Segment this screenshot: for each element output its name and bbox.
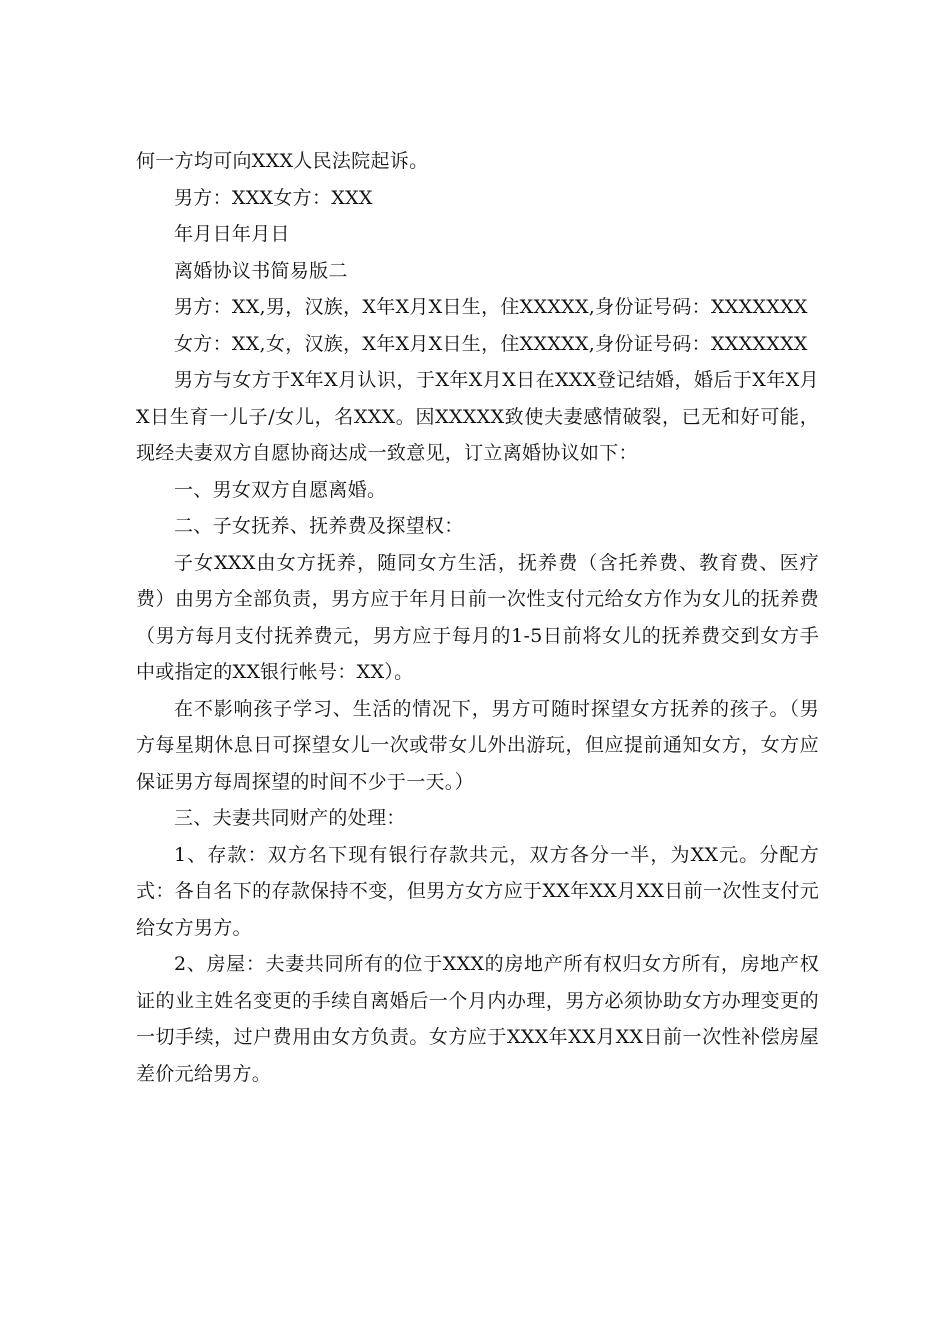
clause-heading-1: 一、男女双方自愿离婚。: [174, 478, 387, 501]
section-title: 离婚协议书简易版二: [174, 259, 348, 282]
paragraph-signatures: 男方：XXX女方：XXX: [174, 186, 373, 209]
paragraph-signature-dates: 年月日年月日: [174, 223, 290, 245]
paragraph-child-custody: 子女XXX由女方抚养，随同女方生活，抚养费（含托养费、教育费、医疗费）由男方全部负责，男方应于年月日前一次性支付元给女方作为女儿的抚养费（男方每月支付抚养费元，男方应于每月的1-5日前将女儿的抚养费交到女方手中或指定的XX银行帐号：XX）。: [136, 551, 819, 683]
paragraph-savings: 1、存款：双方名下现有银行存款共元，双方各分一半，为XX元。分配方式：各自名下的存款保持不变，但男方女方应于XX年XX月XX日前一次性支付元给女方男方。: [136, 843, 819, 939]
paragraph-marriage-background: 男方与女方于X年X月认识，于X年X月X日在XXX登记结婚，婚后于X年X月X日生育一儿子/女儿，名XXX。因XXXXX致使夫妻感情破裂，已无和好可能，现经夫妻双方自愿协商达成一致意见，订立离婚协议如下：: [136, 369, 819, 464]
paragraph-housing: 2、房屋：夫妻共同所有的位于XXX的房地产所有权归女方所有，房地产权证的业主姓名变更的手续自离婚后一个月内办理，男方必须协助女方办理变更的一切手续，过户费用由女方负责。女方应于XXX年XX月XX日前一次性补偿房屋差价元给男方。: [136, 953, 819, 1085]
paragraph-husband-info: 男方：XX,男，汉族，X年X月X日生，住XXXXX,身份证号码：XXXXXXX: [174, 296, 808, 318]
clause-heading-3: 三、夫妻共同财产的处理：: [174, 807, 406, 829]
document-body: [136, 143, 819, 1092]
paragraph-visitation: 在不影响孩子学习、生活的情况下，男方可随时探望女方抚养的孩子。（男方每星期休息日可探望女儿一次或带女儿外出游玩，但应提前通知女方，女方应保证男方每周探望的时间不少于一天。）: [136, 697, 819, 793]
clause-heading-2: 二、子女抚养、抚养费及探望权：: [174, 515, 464, 537]
paragraph-wife-info: 女方：XX,女，汉族，X年X月X日生，住XXXXX,身份证号码：XXXXXXX: [174, 332, 808, 355]
paragraph-lawsuit-clause-end: 何一方均可向XXX人民法院起诉。: [136, 150, 429, 172]
